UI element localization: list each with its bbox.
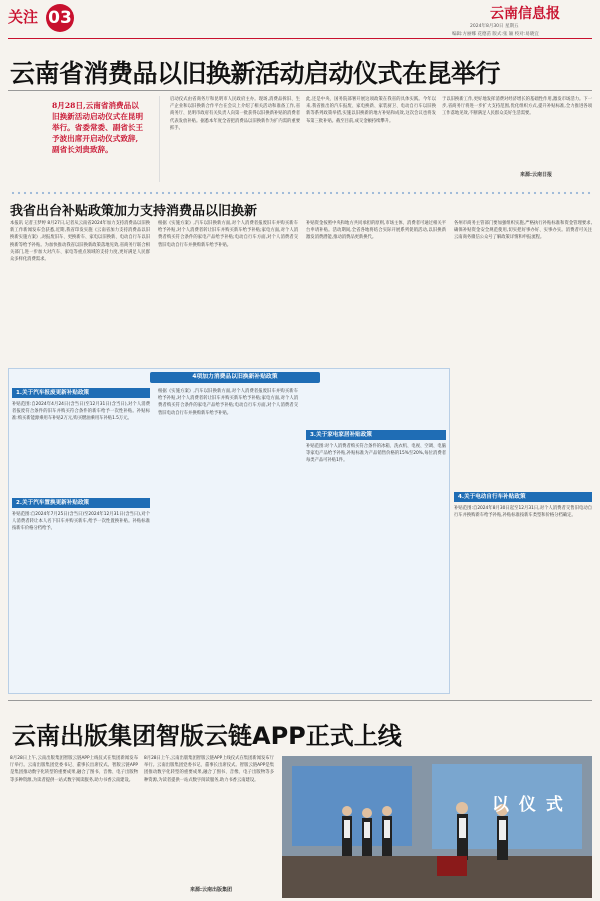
article3-column-2: 8月28日上午,云南出版集团智版云链APP上线仪式在集团新闻发布厅举行。云南出版集团党委书记、董事长出席仪式。智版云链APP是集团推动数字化转型的重要成果,融合了图书、音像、电子出版物等多种资源,为读者提供一站式数字阅读服务,助力书香云南建设。: [144, 756, 274, 783]
header-divider: [8, 38, 592, 39]
article1-lead-box: [12, 96, 160, 182]
policy-section-3-text: 补贴范围:对个人消费者购买符合条件的冰箱、洗衣机、电视、空调、电脑等家电产品给予补贴,补贴标准为产品销售价格的15%至20%,每位消费者每类产品可补贴1件。: [306, 444, 446, 464]
policy-section-2-heading: 2.关于汽车置换更新补贴政策: [12, 498, 150, 508]
section-divider-dots: [10, 190, 592, 196]
policy-section-3-heading: 3.关于家电家居补贴政策: [306, 430, 446, 440]
article2-title: 我省出台补贴政策加力支持消费品以旧换新: [10, 204, 258, 219]
section-label: 关注: [8, 8, 39, 26]
article1-lead: 8月28日,云南省消费品以旧换新活动启动仪式在昆明举行。省委常委、副省长王予波出席开启动仪式致辞,副省长刘贵致辞。: [52, 101, 144, 154]
article1-source: 来源:云南日报: [520, 172, 553, 178]
policy-section-2: [12, 498, 150, 691]
article1-column-3: 于以旧换新工作,更好地发挥消费对经济增长的基础性作用,激发市场活力。下一步,省商务厅将进一步扩大支持范围,优化组织方式,提升补贴标准,全力推进各项工作落地见效,不断满足人民群众美好生活需要。: [442, 97, 592, 117]
article1-column-1: 启动仪式由省商务厅和昆明市人民政府主办。现场,消费品拆旧、生产企业和以旧换新合作平台在会议上介绍了相关活动和准备工作,省商务厅、昆明市政府有关负责人向第一批获得以旧换新补贴的消费者代表发放补贴。据悉本年度全省把消费品以旧换新作为扩内需的重要抓手。: [170, 97, 300, 131]
date-line: 2024年8月30日 星期五: [470, 24, 519, 29]
article3-top-rule: [8, 700, 592, 701]
photo-banner-text: 以 仪 式: [492, 795, 565, 815]
page-number: 03: [48, 8, 72, 28]
editor-line: 编辑:方丽娜 花德苗 版式:张 颖 校对:易晓宜: [452, 32, 539, 37]
policy-section-1: [12, 388, 150, 497]
paper-masthead: 云南信息报: [490, 6, 560, 22]
article1-title: 云南省消费品以旧换新活动启动仪式在昆举行: [10, 59, 501, 88]
policy-section-4: [454, 492, 592, 655]
policy-section-2-text: 补贴范围:自2024年7月25日(含当日)至2024年12月31日(含当日),对个人消费者转让本人名下旧车并购买新车,给予一次性置换补贴。补贴标准按新车价格分档给予。: [12, 512, 150, 532]
article2-column-3: 补贴资金按照中央和地方共同承担的原则,市场主体、消费者可通过相关平台申请补贴。活动期间,全省各地将结合实际开展系列促销活动,以旧换新激发消费潜能,推动消费品更新换代。: [306, 221, 446, 241]
policy-section-1-heading: 1.关于汽车报废更新补贴政策: [12, 388, 150, 398]
launch-ceremony-photo: [282, 756, 592, 898]
article1-column-2: 此,还是中央、国务院部署开展这项政策在我省的具体实践。今年以来,我省推出的汽车报废、家电换新、家装厨卫、电动自行车以旧换新等系列政策举措,实施以旧换新的地方补贴和成效,这次会议也将发布第三批补贴。截至目前,成交金额持续攀升。: [306, 97, 436, 124]
article2-column-4: 各州市商务主管部门要加强组织实施,严格执行补贴标准和资金管理要求,确保补贴资金安全规范使用,切实把好事办好、实事办实。消费者可关注云南商务微信公众号了解政策详情和申报流程。: [454, 221, 592, 241]
article2-column-1: 本报讯 记者王梦婷 8月27日,记者从云南省2024年加力支持消费品以旧换新工作新闻发布会获悉,近期,我省印发实施《云南省加力支持消费品以旧换新实施方案》,对报废旧车、更换新车、家电以旧换新、电动自行车以旧换新等给予补贴。为加快推动我省以旧换新政策落地见效,省商务厅联合相关部门,进一步加大对汽车、家电等重点领域的支持力度,更好满足人民群众多样化消费需求。: [10, 221, 150, 263]
article3-source: 来源:云南出版集团: [190, 887, 233, 893]
article3-title: 云南出版集团智版云链APP正式上线: [12, 722, 402, 750]
policy-section-1-text: 补贴范围:自2024年4月24日(含当日)至12月31日(含当日),对个人消费者报废符合条件的旧车并购买符合条件的新车给予一次性补贴。补贴标准:购买新能源乘用车补贴2万元,购买燃油乘用车补贴1.5万元。: [12, 402, 150, 422]
policy-section-4-text: 补贴范围:自2024年8月30日起至12月31日,对个人消费者交售旧电动自行车并换购新车给予补贴,补贴标准按新车类型和价格分档确定。: [454, 506, 592, 519]
infobox-title-bar: 4项加力消费品以旧换新补贴政策: [150, 372, 320, 383]
policy-continuation-column: 根据《实施方案》,汽车以旧换新方面,对个人消费者报废旧车并购买新车给予补贴,对个人消费者转让旧车并购买新车给予补贴;家电方面,对个人消费者购买符合条件的家电产品给予补贴;电动自行车方面,对个人消费者交售旧电动自行车并换购新车给予补贴。: [158, 389, 298, 416]
policy-section-3: [306, 430, 446, 683]
policy-section-4-heading: 4.关于电动自行车补贴政策: [454, 492, 592, 502]
article2-column-2: 根据《实施方案》,汽车以旧换新方面,对个人消费者报废旧车并购买新车给予补贴,对个人消费者转让旧车并购买新车给予补贴;家电方面,对个人消费者购买符合条件的家电产品给予补贴;电动自行车方面,对个人消费者交售旧电动自行车并换购新车给予补贴。: [158, 221, 298, 248]
article3-column-1: 8月28日上午,云南出版集团智版云链APP上线仪式在集团新闻发布厅举行。云南出版集团党委书记、董事长出席仪式。智版云链APP是集团推动数字化转型的重要成果,融合了图书、音像、电子出版物等多种资源,为读者提供一站式数字阅读服务,助力书香云南建设。: [10, 756, 138, 783]
ceremony-scene: [282, 756, 592, 898]
page-number-badge: [46, 4, 74, 32]
article1-title-rule: [8, 90, 592, 91]
